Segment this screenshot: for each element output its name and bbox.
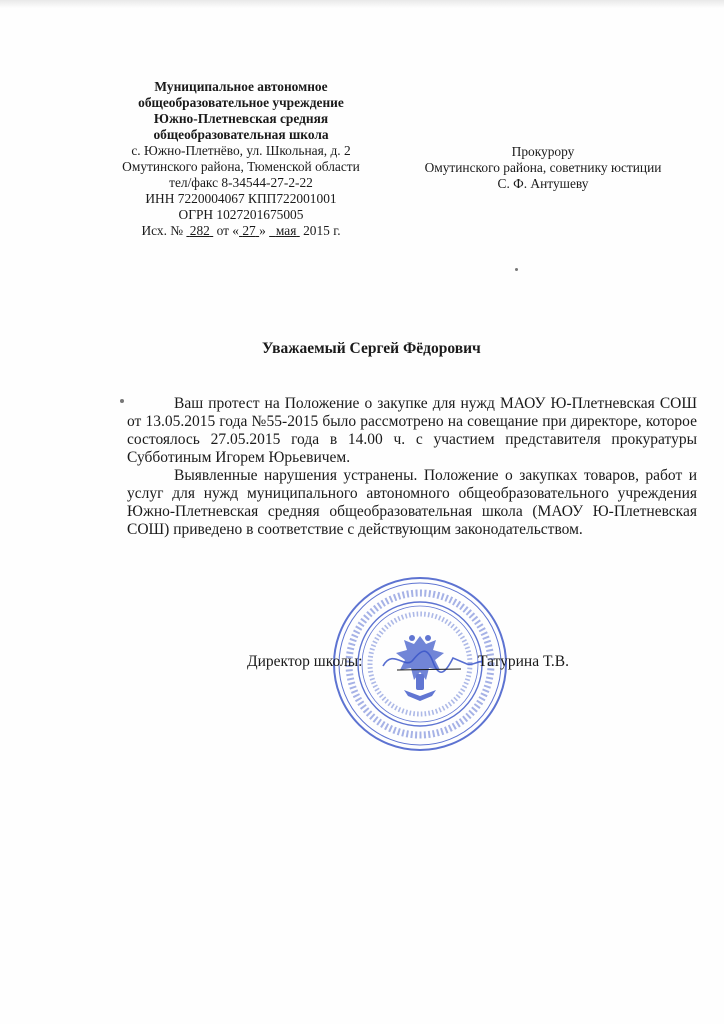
sender-phone: тел/факс 8-34544-27-2-22 xyxy=(169,175,313,190)
sender-org-line: общеобразовательное учреждение xyxy=(138,95,344,110)
sender-address: Омутинского района, Тюменской области xyxy=(122,159,360,174)
sender-block xyxy=(98,79,384,239)
signatory-title: Директор школы: xyxy=(247,653,363,670)
recipient-block xyxy=(400,144,686,192)
greeting: Уважаемый Сергей Фёдорович xyxy=(262,340,481,357)
signature-line xyxy=(0,653,724,673)
body-paragraph: Выявленные нарушения устранены. Положение о закупках товаров, работ и услуг для нужд муниципального автономного общеобразовательного учреждения Южно-Плетневская средняя общеобразовательная школа (МАОУ Ю-Плетневская СОШ) приведено в соответствие с действующим законодательством. xyxy=(127,467,697,538)
outgoing-month: мая xyxy=(275,223,297,238)
scan-speck xyxy=(515,268,518,271)
outgoing-number xyxy=(98,223,384,239)
outgoing-date-mid: » xyxy=(259,223,266,238)
recipient-line: Прокурору xyxy=(511,144,575,159)
body-paragraph: Ваш протест на Положение о закупке для нужд МАОУ Ю-Плетневская СОШ от 13.05.2015 года №55-2015 было рассмотрено на совещание при директоре, которое состоялось 27.05.2015 года в 14.00 ч. с участием представителя прокуратуры Субботиным Игорем Юрьевичем. xyxy=(127,395,697,466)
sender-inn-kpp: ИНН 7220004067 КПП722001001 xyxy=(145,191,337,206)
sender-org-line: Муниципальное автономное xyxy=(154,79,328,94)
outgoing-day: 27 xyxy=(242,223,256,238)
recipient-line: Омутинского района, советнику юстиции xyxy=(424,160,662,175)
signatory-name: Татурина Т.В. xyxy=(478,653,569,670)
sender-org-line: общеобразовательная школа xyxy=(153,127,329,142)
outgoing-date-prefix: от « xyxy=(216,223,239,238)
outgoing-prefix: Исх. № xyxy=(141,223,184,238)
sender-ogrn: ОГРН 1027201675005 xyxy=(178,207,304,222)
scan-speck xyxy=(120,399,124,403)
letter-body xyxy=(127,395,697,539)
sender-address: с. Южно-Плетнёво, ул. Школьная, д. 2 xyxy=(131,143,351,158)
scan-edge xyxy=(0,0,724,8)
outgoing-year: 2015 г. xyxy=(303,223,341,238)
sender-org-line: Южно-Плетневская средняя xyxy=(153,111,329,126)
recipient-line: С. Ф. Антушеву xyxy=(497,176,589,191)
outgoing-number-value: 282 xyxy=(189,223,210,238)
